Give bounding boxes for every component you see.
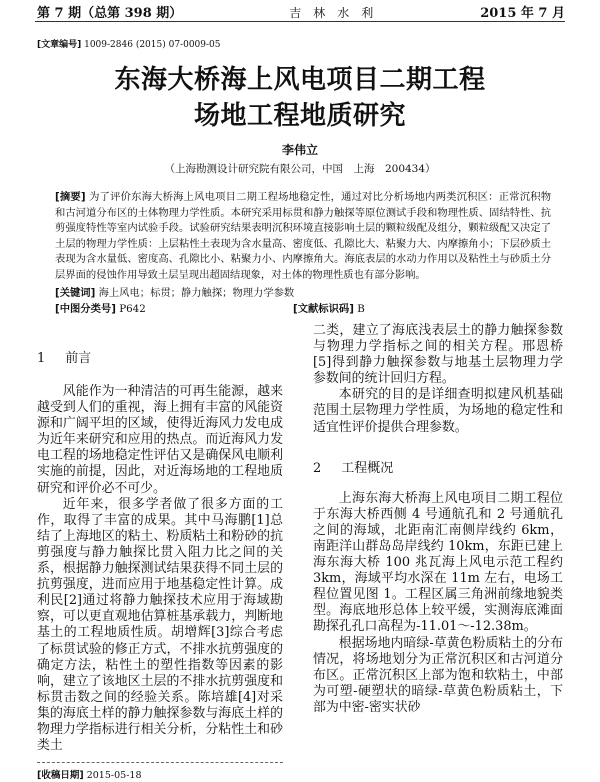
keywords: [关键词] 海上风电；标贯；静力触探；物理力学参数 xyxy=(55,286,295,299)
right-column xyxy=(313,323,563,716)
paragraph: 上海东海大桥海上风电项目二期工程位于东海大桥西侧 4 号通航孔和 2 号通航孔之间的海域，北距南汇南侧岸线约 6km，南距洋山群岛岛岸线约 10km，东距已建上海东海大桥 100 兆瓦海上风电示范工程约 3km，海域平均水深在 11m 左右，电场工程位置见图 1。工程区属三角洲前缘地貌类型。海底地形总体上较平缓，实测海底滩面勘探孔孔口高程为-11.01～-12.38m。 xyxy=(313,490,563,635)
affiliation: （上海勘测设计研究院有限公司，中国 上海 200434） xyxy=(164,163,436,175)
title-line-1: 东海大桥海上风电项目二期工程 xyxy=(114,65,486,95)
document-code: [文献标识码] B xyxy=(293,303,365,316)
author: 李伟立 xyxy=(281,143,318,157)
paragraph: 二类，建立了海底浅表层土的静力触探参数与物理力学指标之间的相关方程。邢恩桥[5]得到静力触探参数与地基土层物理力学参数间的统计回归方程。 xyxy=(313,323,563,387)
classification-number: [中图分类号] P642 xyxy=(55,303,146,316)
classification-row xyxy=(55,302,551,318)
title-line-2: 场地工程地质研究 xyxy=(193,101,406,131)
footnote xyxy=(37,754,283,782)
paragraph: 近年来，很多学者做了很多方面的工作，取得了丰富的成果。其中马海鹏[1]总结了上海地区的粘土、粉质粘土和粉砂的抗剪强度与静力触探比贯入阻力比之间的关系，根据静力触探测试结果获得不同土层的抗剪强度，进而应用于地基稳定性计算。成利民[2]通过将静力触探技术应用于海域勘察，可以更直观地估算桩基承载力，判断地基土的工程地质性质。胡增辉[3]综合考虑了标贯试验的修正方式，不排水抗剪强度的确定方法，粘性土的塑性指数等因素的影响，建立了该地区土层的不排水抗剪强度和标贯击数之间的经验关系。陈培雄[4]对采集的海底土样的静力触探参数与海底土样的物理力学指标进行相关分析，分粘性土和砂类土 xyxy=(37,496,283,754)
section-2-heading: 2 工程概况 xyxy=(313,460,394,476)
footnote-rule xyxy=(37,762,283,763)
section-1-heading: 1 前言 xyxy=(37,351,92,366)
front-matter xyxy=(55,190,551,318)
received-date: [收稿日期] 2015-05-18 xyxy=(37,770,142,782)
paragraph: 根据场地内暗绿-草黄色粉质粘土的分布情况，将场地划分为正常沉积区和古河道分布区。正常沉积区上部为饱和软粘土，中部为可塑-硬塑状的暗绿-草黄色粉质粘土，下部为中密-密实状砂 xyxy=(313,635,563,715)
article-number: [文章编号] 1009-2846 (2015) 07-0009-05 xyxy=(37,40,221,50)
title xyxy=(0,62,600,134)
issue-date: 2015 年 7 月 xyxy=(480,6,565,21)
paragraph: 本研究的目的是详细查明拟建风机基础范围土层物理力学性质，为场地的稳定性和适宜性评价提供合理参数。 xyxy=(313,387,563,435)
journal-name: 吉 林 水 利 xyxy=(289,6,374,20)
page-header xyxy=(37,2,565,21)
abstract: [摘要] 为了评价东海大桥海上风电项目二期工程场地稳定性，通过对比分析场地内两类沉积区：正常沉积物和古河道分布区的土体物理力学性质。本研究采用标贯和静力触探等原位测试手段和物理性质、固结特性、抗剪强度特性等室内试验手段。试验研究结果表明沉积环境直接影响土层的颗粒级配及组分，颗粒级配又决定了土层的物理力学性质：上层粘性土表现为含水量高、密度低、孔隙比大、粘聚力大、内摩擦角小；下层砂质土表现为含水量低、密度高、孔隙比小、粘聚力小、内摩擦角大。海底表层的水动力作用以及粘性土与砂质土分层界面的侵蚀作用导致土层呈现出超固结现象，对土体的物理性质也有部分影响。 xyxy=(55,191,551,281)
header-rule xyxy=(35,21,565,22)
paragraph: 风能作为一种清洁的可再生能源，越来越受到人们的重视，海上拥有丰富的风能资源和广阔平坦的区域，使得近海风力发电成为近年来研究和应用的热点。而近海风力发电工程的场地稳定性评估又是确保风电顺利实施的前提，因此，对近海场地的工程地质研究和评价必不可少。 xyxy=(37,384,283,496)
issue-number: 第 7 期（总第 398 期） xyxy=(37,6,183,21)
left-column xyxy=(37,351,283,782)
